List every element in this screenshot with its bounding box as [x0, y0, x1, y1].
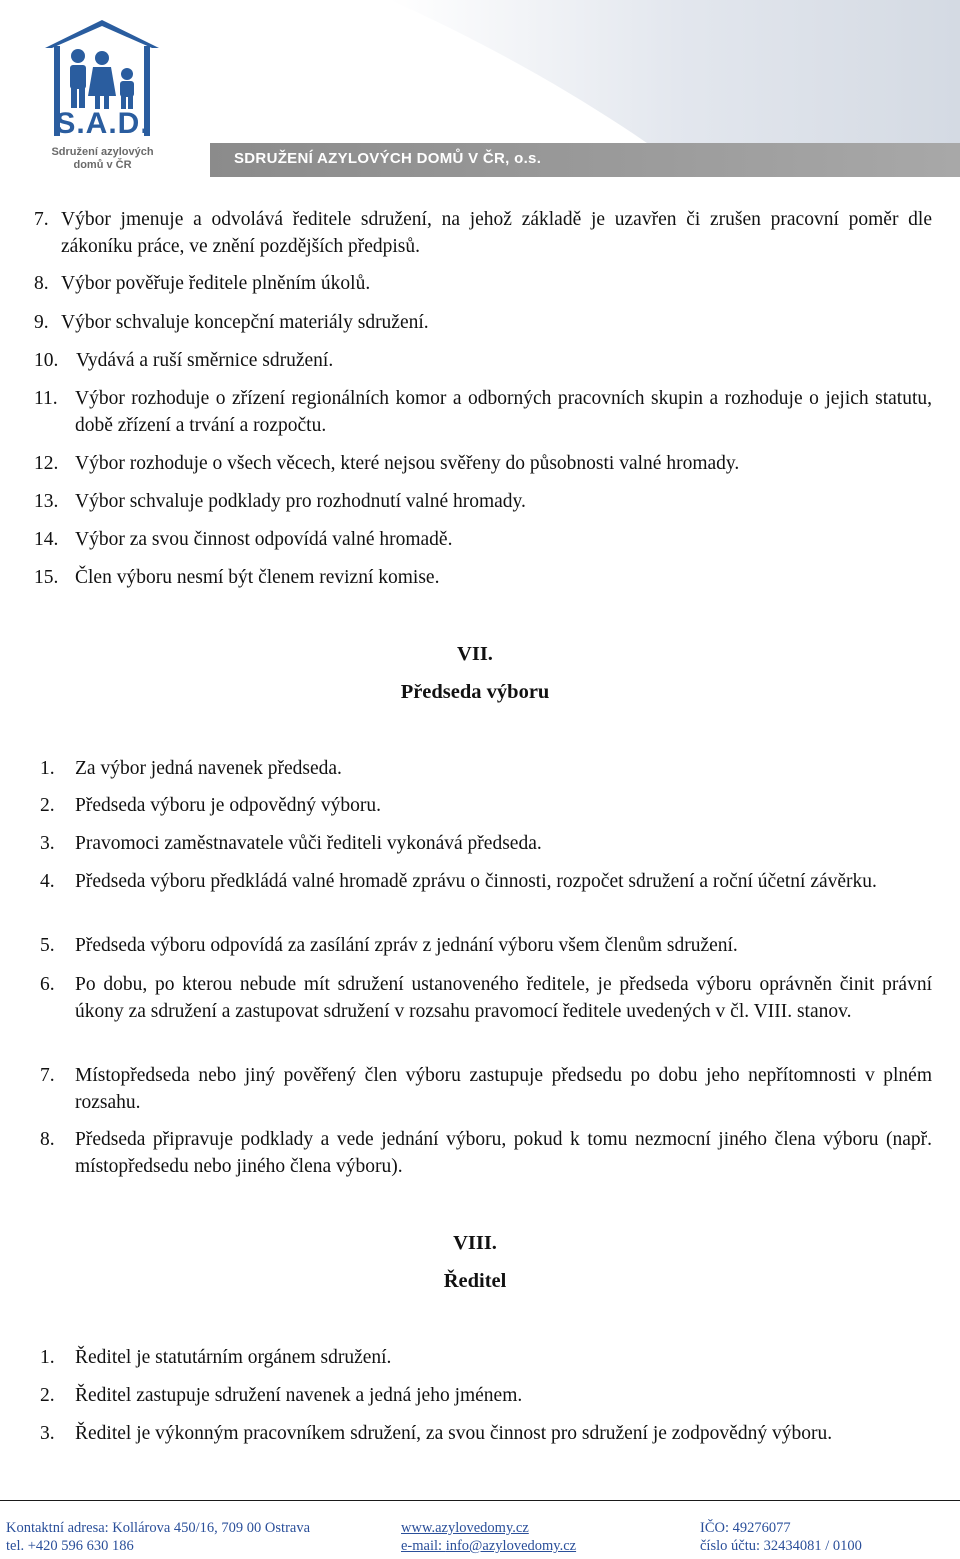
list-item-text: Pravomoci zaměstnavatele vůči řediteli vykonává předseda.: [75, 833, 542, 854]
footer-online: [401, 1519, 576, 1555]
list-item-number: 1.: [40, 758, 55, 779]
logo-text: [40, 108, 165, 172]
list-item: [34, 385, 932, 439]
list-item-number: 13.: [34, 491, 59, 512]
list-item-text: Předseda výboru je odpovědný výboru.: [75, 795, 381, 816]
list-item-number: 2.: [40, 1385, 55, 1406]
list-item-text: Předseda výboru předkládá valné hromadě zprávu o činnosti, rozpočet sdružení a roční účetní závěrku.: [75, 871, 877, 892]
section-title: Předseda výboru: [400, 681, 550, 703]
list-item-number: 8.: [34, 273, 49, 294]
footer-address: Kontaktní adresa: Kollárova 450/16, 709 00 Ostrava: [6, 1520, 311, 1536]
list-item-text: Místopředseda nebo jiný pověřený člen výboru zastupuje předsedu po dobu jeho nepřítomnosti v plném rozsahu.: [75, 1065, 932, 1113]
list-item: [40, 755, 932, 782]
list-item: [34, 526, 932, 553]
list-item: [34, 450, 932, 477]
list-item: [34, 206, 932, 260]
list-item: [40, 1126, 932, 1180]
footer-website-link[interactable]: www.azylovedomy.cz: [401, 1520, 529, 1536]
list-item-text: Vydává a ruší směrnice sdružení.: [76, 350, 334, 371]
list-item-text: Výbor jmenuje a odvolává ředitele sdružení, na jehož základě je uzavřen či zrušen pracovní poměr dle zákoníku práce, ve znění pozdějších předpisů.: [61, 209, 932, 257]
list-item-text: Výbor za svou činnost odpovídá valné hromadě.: [75, 529, 453, 550]
list-item: [40, 971, 932, 1025]
footer-contact: [6, 1519, 310, 1555]
list-item-number: 11.: [34, 388, 58, 409]
logo-subtitle: Sdružení azylových domů v ČR: [51, 146, 154, 171]
list-item: [34, 347, 932, 374]
list-item-number: 14.: [34, 529, 59, 550]
list-item-text: Ředitel zastupuje sdružení navenek a jedná jeho jménem.: [75, 1385, 523, 1406]
list-item: [34, 564, 932, 591]
list-item-number: 1.: [40, 1347, 55, 1368]
list-item-number: 9.: [34, 312, 49, 333]
list-item: [40, 1344, 932, 1371]
document-header: [0, 0, 960, 190]
footer-ico: IČO: 49276077: [700, 1520, 791, 1536]
list-item: [40, 868, 932, 895]
list-item-number: 8.: [40, 1129, 55, 1150]
list-item: [40, 1062, 932, 1116]
section-number: VII.: [457, 643, 493, 665]
list-item-text: Výbor pověřuje ředitele plněním úkolů.: [61, 273, 371, 294]
list-item: [40, 1420, 932, 1447]
footer-ids: [700, 1519, 862, 1555]
list-item-text: Výbor rozhoduje o všech věcech, které nejsou svěřeny do působnosti valné hromady.: [75, 453, 740, 474]
footer-email-link[interactable]: info@azylovedomy.cz: [445, 1538, 577, 1554]
list-item: [40, 1382, 932, 1409]
list-item-number: 12.: [34, 453, 59, 474]
list-item: [40, 830, 932, 857]
list-item-number: 2.: [40, 795, 55, 816]
footer-email: [401, 1537, 576, 1555]
list-item-number: 7.: [40, 1065, 55, 1086]
list-item-number: 5.: [40, 935, 55, 956]
list-item: [34, 270, 932, 297]
list-item: [34, 309, 932, 336]
list-item-text: Za výbor jedná navenek předseda.: [75, 758, 342, 779]
list-item-text: Člen výboru nesmí být členem revizní komise.: [75, 567, 440, 588]
banner-title: SDRUŽENÍ AZYLOVÝCH DOMŮ V ČR, o.s.: [234, 150, 542, 167]
list-item-text: Po dobu, po kterou nebude mít sdružení ustanoveného ředitele, je předseda výboru oprávněn činit právní úkony za sdružení a zastupovat sdružení v rozsahu pravomocí ředitele uvedených v čl. VIII. stanov.: [75, 974, 932, 1022]
list-item-number: 3.: [40, 1423, 55, 1444]
list-item-number: 10.: [34, 350, 59, 371]
list-item-text: Předseda připravuje podklady a vede jednání výboru, pokud k tomu nezmocní jiného člena výboru (např. místopředsedu nebo jiného člena výboru).: [75, 1129, 932, 1177]
logo-abbreviation: S.A.D.: [55, 107, 150, 140]
list-item-text: Výbor rozhoduje o zřízení regionálních komor a odborných pracovních skupin a rozhoduje o jejich statutu, době zřízení a trvání a rozpočtu.: [75, 388, 932, 436]
list-item-text: Ředitel je výkonným pracovníkem sdružení, za svou činnost pro sdružení je zodpovědný výboru.: [75, 1423, 833, 1444]
section-title: Ředitel: [443, 1270, 507, 1292]
footer-email-label: e-mail:: [401, 1538, 446, 1554]
list-item-number: 4.: [40, 871, 55, 892]
list-item-number: 7.: [34, 209, 49, 230]
document-footer: [0, 1500, 960, 1559]
list-item-number: 6.: [40, 974, 55, 995]
footer-account: číslo účtu: 32434081 / 0100: [700, 1538, 862, 1554]
list-item-text: Předseda výboru odpovídá za zasílání zpráv z jednání výboru všem členům sdružení.: [75, 935, 738, 956]
list-item-text: Ředitel je statutárním orgánem sdružení.: [75, 1347, 392, 1368]
banner-swoosh-decoration: [390, 0, 960, 145]
list-item: [34, 488, 932, 515]
list-item-number: 3.: [40, 833, 55, 854]
section-number: VIII.: [453, 1232, 497, 1254]
list-item: [40, 932, 932, 959]
footer-phone: tel. +420 596 630 186: [6, 1538, 134, 1554]
list-item-text: Výbor schvaluje koncepční materiály sdružení.: [61, 312, 429, 333]
list-item-number: 15.: [34, 567, 59, 588]
list-item-text: Výbor schvaluje podklady pro rozhodnutí valné hromady.: [75, 491, 526, 512]
list-item: [40, 792, 932, 819]
